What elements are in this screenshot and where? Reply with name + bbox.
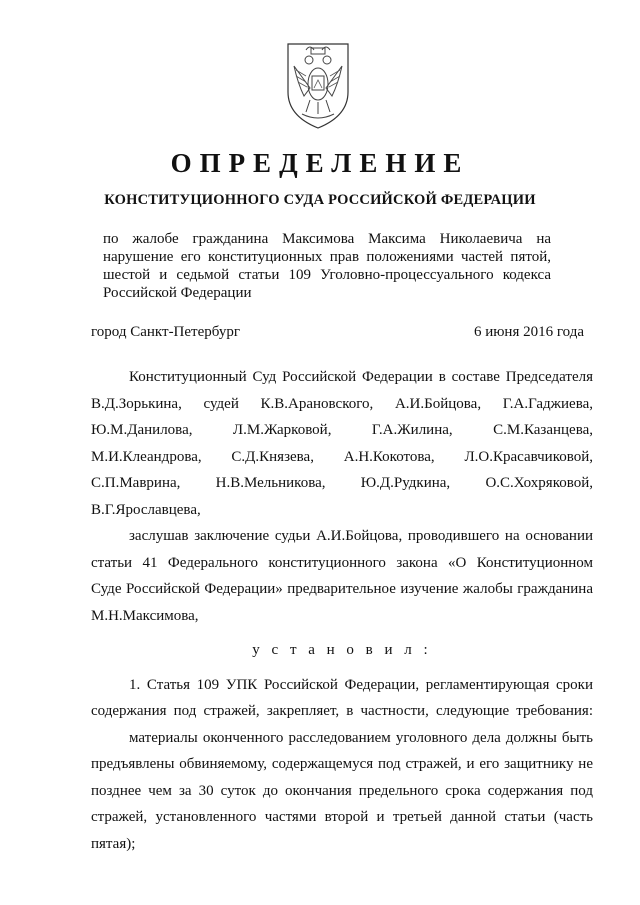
body-line: предъявлены обвиняемому, содержащемуся под стражей, и его защитнику не [91,756,593,772]
body-line: 1. Статья 109 УПК Российской Федерации, регламентирующая сроки [129,676,593,693]
body-line: Ю.М.Данилова, Л.М.Жарковой, Г.А.Жилина, С.М.Казанцева, [91,422,593,438]
body-line: пятая); [91,835,136,852]
case-subject-line: по жалобе гражданина Максимова Максима Николаевича на [103,231,551,247]
body-line: содержания под стражей, закрепляет, в частности, следующие требования: [91,703,593,719]
city: город Санкт-Петербург [91,324,240,340]
body-line: статьи 41 Федерального конституционного закона «О Конституционном [91,554,593,571]
ustanovil-heading: у с т а н о в и л : [252,642,432,658]
case-subject [103,230,551,302]
case-subject-line: Российской Федерации [103,285,252,301]
document-body [91,364,593,857]
body-line: Конституционный Суд Российской Федерации в составе Председателя [129,369,593,385]
case-subject-line: шестой и седьмой статьи 109 Уголовно-процессуального кодекса [103,267,551,283]
body-line: В.Г.Ярославцева, [91,501,201,518]
body-line: стражей, установленного частями второй и третьей данной статьи (часть [91,809,593,825]
body-line: материалы оконченного расследованием уголовного дела должны быть [129,729,593,746]
body-line: заслушав заключение судьи А.И.Бойцова, проводившего на основании [129,528,593,544]
body-line: Суде Российской Федерации» предварительное изучение жалобы гражданина [91,581,593,597]
decision-date: 6 июня 2016 года [473,324,584,340]
document-title: ОПРЕДЕЛЕНИЕ [170,148,470,178]
case-subject-line: нарушение его конституционных прав положениями частей пятой, [103,249,551,265]
body-line: М.И.Клеандрова, С.Д.Князева, А.Н.Кокотова, Л.О.Красавчиковой, [91,448,593,465]
body-line: М.Н.Максимова, [91,607,199,624]
body-line: позднее чем за 30 суток до окончания предельного срока содержания под [91,782,593,799]
body-line: В.Д.Зорькина, судей К.В.Арановского, А.И.Бойцова, Г.А.Гаджиева, [91,395,593,412]
body-line: С.П.Маврина, Н.В.Мельникова, Ю.Д.Рудкина, О.С.Хохряковой, [91,475,593,491]
court-name: КОНСТИТУЦИОННОГО СУДА РОССИЙСКОЙ ФЕДЕРАЦИИ [104,192,536,208]
coat-of-arms-emblem [284,40,352,130]
